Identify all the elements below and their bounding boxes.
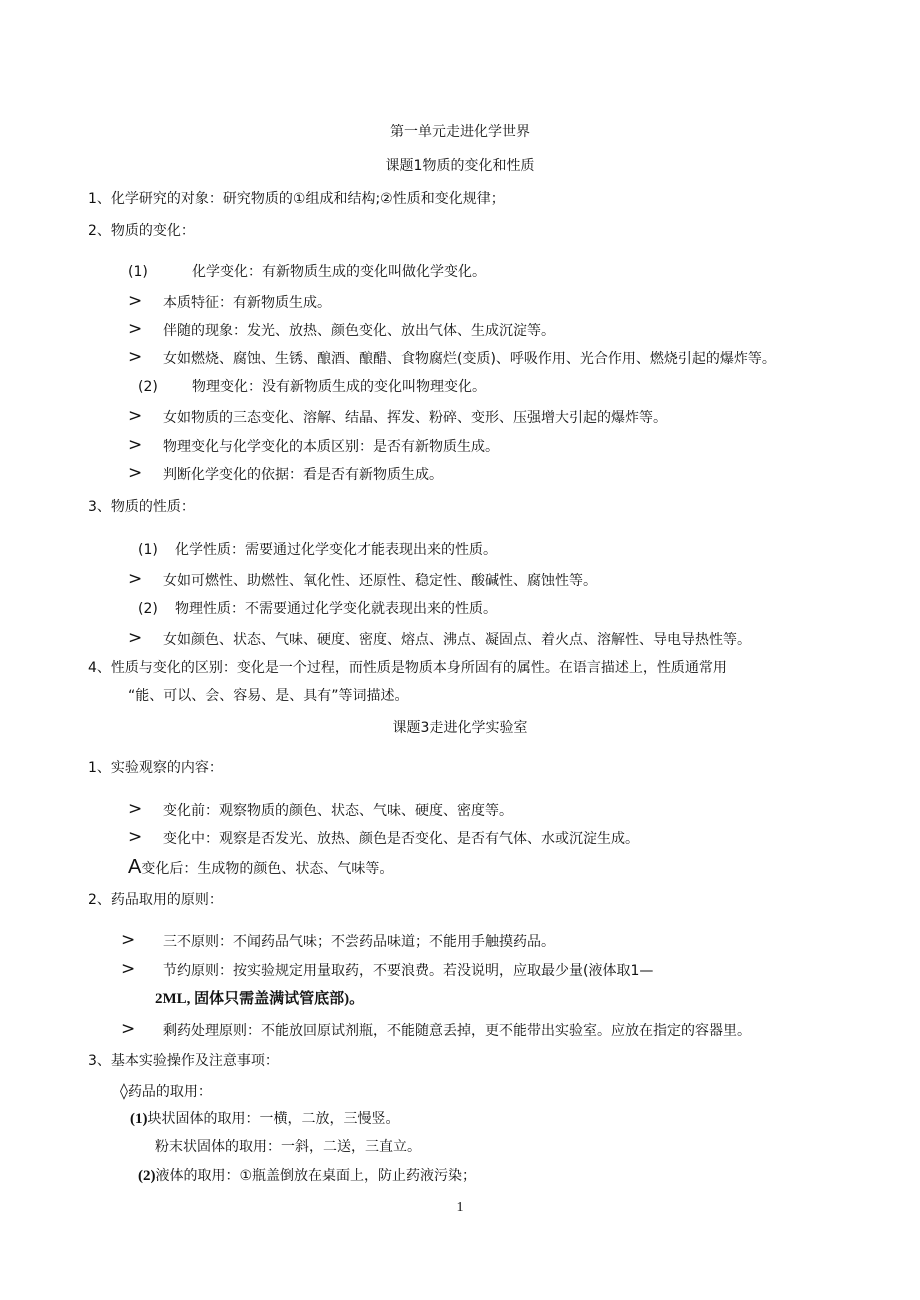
obs-bullet-3 <box>128 857 393 879</box>
pc-bullet-3: 判断化学变化的依据：看是否有新物质生成。 <box>163 467 443 483</box>
diamond-icon: ◊ <box>120 1081 128 1100</box>
bullet-icon: > <box>121 930 136 950</box>
bullet-icon: > <box>128 799 143 819</box>
section-2: 2、物质的变化： <box>88 223 195 239</box>
op1b-line: 粉末状固体的取用：一斜，二送，三直立。 <box>155 1139 421 1155</box>
chem-prop-def: 化学性质：需要通过化学变化才能表现出来的性质。 <box>175 542 497 558</box>
cc-bullet-3: 女如燃烧、腐蚀、生锈、酿酒、酿醋、食物腐烂(变质)、呼吸作用、光合作用、燃烧引起的爆炸等。 <box>163 351 776 367</box>
op2-text: 液体的取用：①瓶盖倒放在桌面上，防止药液污染； <box>155 1168 477 1184</box>
section-4-line-2: “能、可以、会、容易、是、具有”等词描述。 <box>128 688 409 704</box>
cc-bullet-2: 伴随的现象：发光、放热、颜色变化、放出气体、生成沉淀等。 <box>163 323 555 339</box>
chem-change-num: (1) <box>128 264 148 280</box>
chem-change-def: 化学变化：有新物质生成的变化叫做化学变化。 <box>192 264 486 280</box>
t3-section-1: 1、实验观察的内容： <box>88 760 223 776</box>
ops-title: 药品的取用： <box>127 1084 212 1100</box>
rule-bullet-1: 三不原则：不闻药品气味；不尝药品味道；不能用手触摸药品。 <box>163 934 555 950</box>
op1-text: 块状固体的取用：一横，二放，三慢竖。 <box>147 1111 400 1127</box>
phys-change-def: 物理变化：没有新物质生成的变化叫物理变化。 <box>192 379 486 395</box>
t3-section-2: 2、药品取用的原则： <box>88 892 223 908</box>
bullet-icon: > <box>121 959 136 979</box>
bullet-icon: > <box>128 628 143 648</box>
obs-bullet-2: 变化中：观察是否发光、放热、颜色是否变化、是否有气体、水或沉淀生成。 <box>163 831 639 847</box>
unit-title: 第一单元走进化学世界 <box>390 124 530 140</box>
pp-bullet-1: 女如颜色、状态、气味、硬度、密度、熔点、沸点、凝固点、着火点、溶解性、导电导热性等。 <box>163 632 751 648</box>
bullet-icon: > <box>128 291 143 311</box>
bullet-icon: > <box>128 569 143 589</box>
obs-bullet-1: 变化前：观察物质的颜色、状态、气味、硬度、密度等。 <box>163 803 513 819</box>
cc-bullet-1: 本质特征：有新物质生成。 <box>163 295 331 311</box>
rule-bullet-3: 剩药处理原则：不能放回原试剂瓶，不能随意丢掉，更不能带出实验室。应放在指定的容器里。 <box>163 1023 751 1039</box>
t3-section-3: 3、基本实验操作及注意事项： <box>88 1053 279 1069</box>
bullet-icon: > <box>128 435 143 455</box>
pc-bullet-2: 物理变化与化学变化的本质区别：是否有新物质生成。 <box>163 439 499 455</box>
op2-num: (2) <box>138 1168 156 1184</box>
bullet-icon: > <box>128 319 143 339</box>
ops-heading <box>120 1081 212 1102</box>
pc-bullet-1: 女如物质的三态变化、溶解、结晶、挥发、粉碎、变形、压强增大引起的爆炸等。 <box>163 410 667 426</box>
bullet-icon: > <box>128 827 143 847</box>
a-marker-icon: A <box>128 856 142 878</box>
bullet-icon: > <box>128 347 143 367</box>
phys-prop-def: 物理性质：不需要通过化学变化就表现出来的性质。 <box>175 601 497 617</box>
phys-change-num: (2) <box>138 379 158 395</box>
rule-bullet-2-line-2: 2ML, 固体只需盖满试管底部)。 <box>155 991 365 1007</box>
section-4-line-1: 4、性质与变化的区别：变化是一个过程，而性质是物质本身所固有的属性。在语言描述上，性质通常用 <box>88 660 727 676</box>
bullet-icon: > <box>128 463 143 483</box>
section-3: 3、物质的性质： <box>88 499 195 515</box>
section-1: 1、化学研究的对象：研究物质的①组成和结构;②性质和变化规律； <box>88 191 505 207</box>
bullet-icon: > <box>128 406 143 426</box>
page-number: 1 <box>456 1200 464 1215</box>
topic1-title: 课题1物质的变化和性质 <box>385 158 535 174</box>
op1-line <box>130 1109 400 1129</box>
bullet-icon: > <box>121 1019 136 1039</box>
rule-bullet-2-line-1: 节约原则：按实验规定用量取药，不要浪费。若没说明，应取最少量(液体取1— <box>163 963 654 979</box>
topic3-title: 课题3走进化学实验室 <box>392 720 528 736</box>
op1-num: (1) <box>130 1111 148 1127</box>
op2-line <box>138 1166 476 1186</box>
phys-prop-num: (2) <box>138 601 158 617</box>
chem-prop-num: (1) <box>138 542 158 558</box>
obs-bullet-3-text: 变化后：生成物的颜色、状态、气味等。 <box>141 861 394 877</box>
cp-bullet-1: 女如可燃性、助燃性、氧化性、还原性、稳定性、酸碱性、腐蚀性等。 <box>163 573 597 589</box>
